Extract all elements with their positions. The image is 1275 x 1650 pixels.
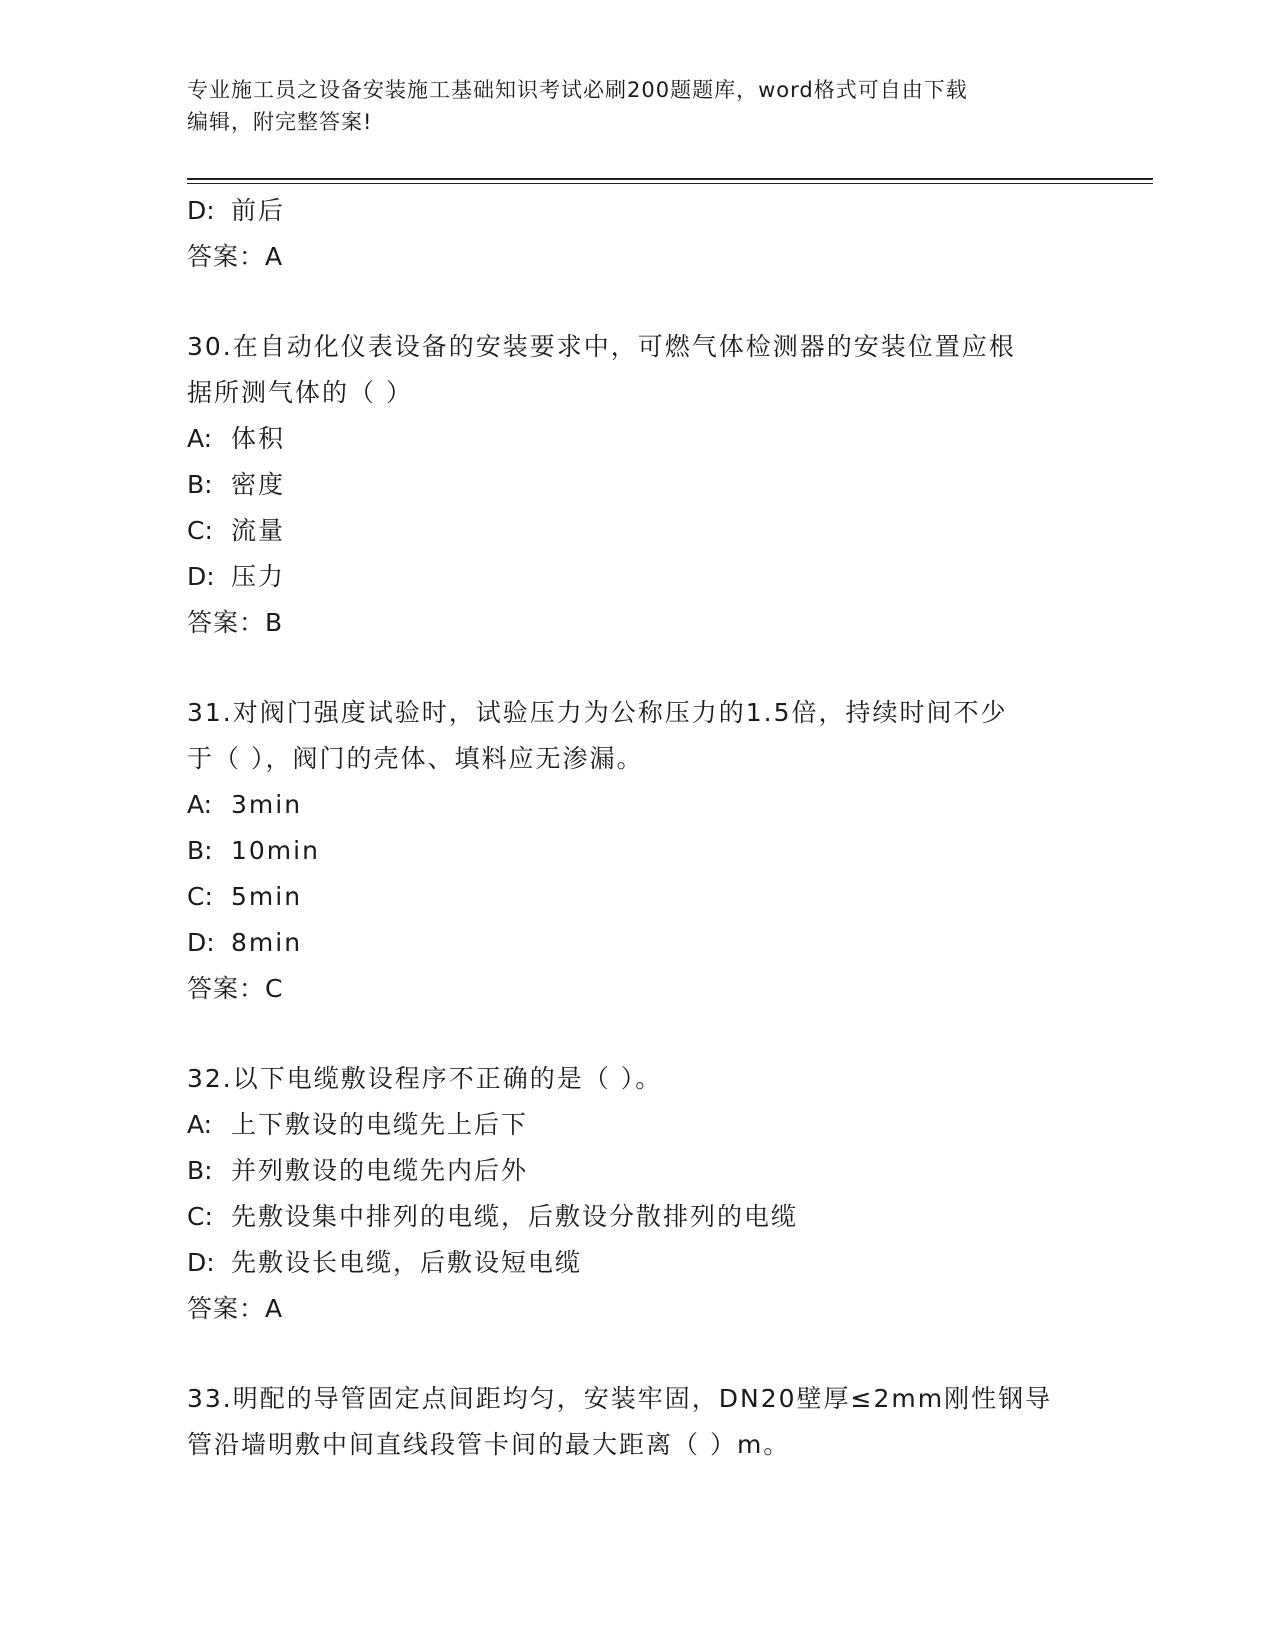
option-text: 10min (231, 836, 320, 865)
option-key: D: (187, 196, 215, 225)
option-key: A: (187, 790, 213, 819)
option-text: 3min (231, 790, 303, 819)
document-header (187, 74, 1087, 138)
option-text: 8min (231, 928, 303, 957)
option-text: 前后 (231, 196, 286, 225)
option-text: 5min (231, 882, 303, 911)
option-key: C: (187, 1202, 213, 1231)
option-d (187, 188, 1087, 234)
option-text: 流量 (231, 516, 286, 545)
option-text: 体积 (231, 424, 286, 453)
option-key: C: (187, 882, 213, 911)
option-a (187, 416, 1087, 462)
option-d (187, 920, 1087, 966)
option-d (187, 1240, 1087, 1286)
option-key: B: (187, 470, 213, 499)
question-33 (187, 1376, 1087, 1468)
document-body (187, 188, 1087, 1468)
option-key: C: (187, 516, 213, 545)
option-c (187, 508, 1087, 554)
option-text: 先敷设集中排列的电缆，后敷设分散排列的电缆 (231, 1202, 799, 1231)
option-text: 密度 (231, 470, 286, 499)
option-a (187, 1102, 1087, 1148)
question-text: 于（ ），阀门的壳体、填料应无渗漏。 (187, 744, 644, 773)
question-text: 30.在自动化仪表设备的安装要求中，可燃气体检测器的安装位置应根 (187, 332, 1016, 361)
option-key: A: (187, 424, 213, 453)
option-key: B: (187, 1156, 213, 1185)
header-rule (187, 178, 1153, 180)
option-key: D: (187, 562, 215, 591)
question-text: 33.明配的导管固定点间距均匀，安装牢固，DN20壁厚≤2mm刚性钢导 (187, 1384, 1053, 1413)
option-b (187, 462, 1087, 508)
header-title-line-1: 专业施工员之设备安装施工基础知识考试必刷200题题库，word格式可自由下载 (187, 78, 968, 102)
option-b (187, 828, 1087, 874)
option-key: D: (187, 928, 215, 957)
question-text: 管沿墙明敷中间直线段管卡间的最大距离（ ）m。 (187, 1430, 791, 1459)
question-31 (187, 690, 1087, 1012)
question-text: 32.以下电缆敷设程序不正确的是（ ）。 (187, 1064, 663, 1093)
option-d (187, 554, 1087, 600)
option-c (187, 874, 1087, 920)
question-30 (187, 324, 1087, 646)
option-text: 上下敷设的电缆先上后下 (231, 1110, 529, 1139)
option-text: 先敷设长电缆，后敷设短电缆 (231, 1248, 583, 1277)
question-32 (187, 1056, 1087, 1332)
option-c (187, 1194, 1087, 1240)
answer-line: 答案：B (187, 608, 284, 637)
question-text: 据所测气体的（ ） (187, 378, 413, 407)
answer-line: 答案：A (187, 1294, 284, 1323)
answer-line: 答案：A (187, 242, 284, 271)
answer-line: 答案：C (187, 974, 284, 1003)
question-text: 31.对阀门强度试验时，试验压力为公称压力的1.5倍，持续时间不少 (187, 698, 1008, 727)
option-text: 并列敷设的电缆先内后外 (231, 1156, 529, 1185)
option-key: D: (187, 1248, 215, 1277)
option-a (187, 782, 1087, 828)
header-title-line-2: 编辑，附完整答案! (187, 110, 373, 134)
option-b (187, 1148, 1087, 1194)
header-rule-thin (187, 183, 1153, 184)
option-key: A: (187, 1110, 213, 1139)
option-key: B: (187, 836, 213, 865)
option-text: 压力 (231, 562, 286, 591)
